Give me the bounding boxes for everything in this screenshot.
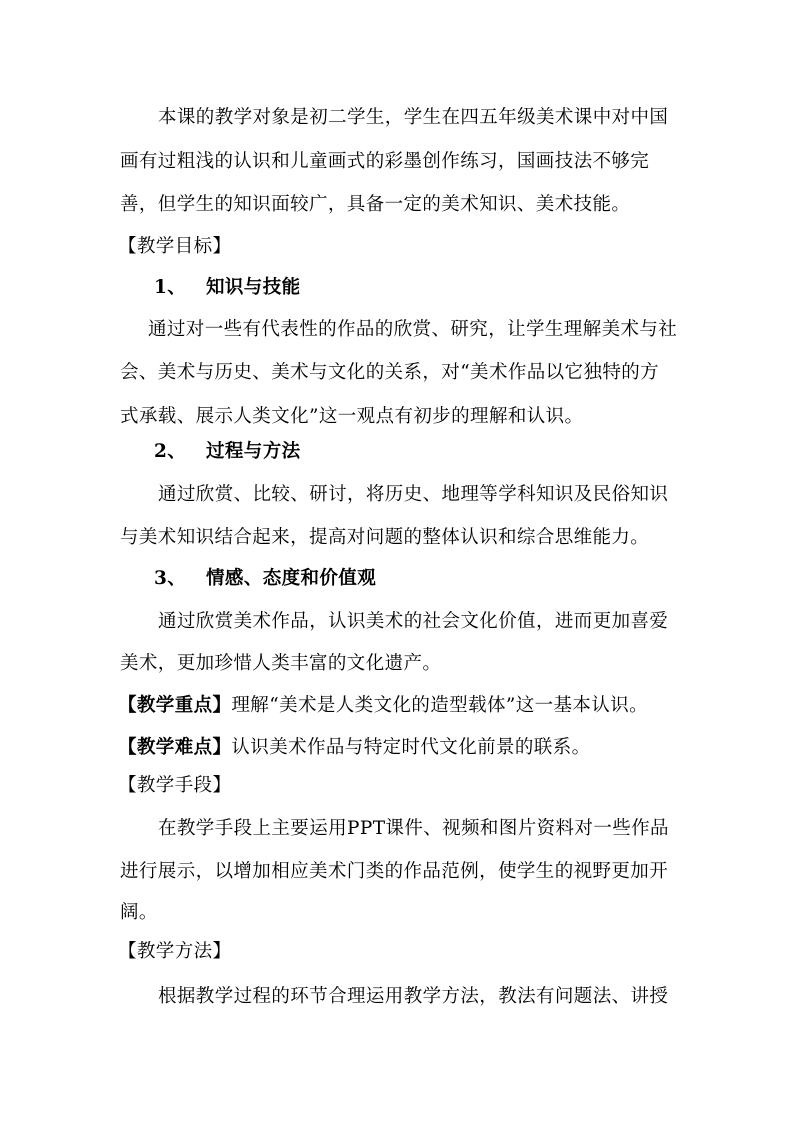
goal-2-line-2: 与美术知识结合起来，提高对问题的整体认识和综合思维能力。 <box>120 527 650 548</box>
goal-1-heading <box>154 275 301 301</box>
goal-2-title: 过程与方法 <box>206 441 301 462</box>
intro-line-1: 本课的教学对象是初二学生，学生在四五年级美术课中对中国 <box>158 107 669 128</box>
goal-1-line-3: 式承载、展示人类文化”这一观点有初步的理解和认识。 <box>120 406 584 427</box>
intro-line-3: 善，但学生的知识面较广，具备一定的美术知识、美术技能。 <box>120 194 631 215</box>
methods-heading: 【教学方法】 <box>118 941 232 962</box>
means-heading: 【教学手段】 <box>118 775 232 796</box>
goal-2-number: 2、 <box>154 441 187 462</box>
difficult-point <box>118 735 591 761</box>
key-point-label: 【教学重点】 <box>118 695 232 716</box>
means-line-3: 阔。 <box>120 902 158 923</box>
goals-heading: 【教学目标】 <box>118 236 232 257</box>
goal-3-number: 3、 <box>154 568 187 589</box>
intro-line-2: 画有过粗浅的认识和儿童画式的彩墨创作练习，国画技法不够完 <box>120 151 650 172</box>
difficult-point-label: 【教学难点】 <box>118 737 232 758</box>
goal-3-heading <box>154 566 376 592</box>
goal-3-line-2: 美术，更加珍惜人类丰富的文化遗产。 <box>120 653 442 674</box>
goal-3-title: 情感、态度和价值观 <box>206 568 377 589</box>
means-line-2: 进行展示，以增加相应美术门类的作品范例，使学生的视野更加开 <box>120 861 669 882</box>
goal-3-line-1: 通过欣赏美术作品，认识美术的社会文化价值，进而更加喜爱 <box>158 611 669 632</box>
means-line-1: 在教学手段上主要运用PPT课件、视频和图片资料对一些作品 <box>158 818 669 839</box>
key-point-text: 理解“美术是人类文化的造型载体”这一基本认识。 <box>231 695 649 716</box>
goal-1-line-2: 会、美术与历史、美术与文化的关系，对“美术作品以它独特的方 <box>120 362 660 383</box>
goal-1-number: 1、 <box>154 277 187 298</box>
goal-1-title: 知识与技能 <box>206 277 301 298</box>
goal-1-line-1: 通过对一些有代表性的作品的欣赏、研究，让学生理解美术与社 <box>148 319 678 340</box>
difficult-point-text: 认识美术作品与特定时代文化前景的联系。 <box>231 737 591 758</box>
goal-2-heading <box>154 439 301 465</box>
methods-line-1: 根据教学过程的环节合理运用教学方法，教法有问题法、讲授 <box>158 986 669 1007</box>
goal-2-line-1: 通过欣赏、比较、研讨，将历史、地理等学科知识及民俗知识 <box>158 484 669 505</box>
key-point <box>118 693 648 719</box>
